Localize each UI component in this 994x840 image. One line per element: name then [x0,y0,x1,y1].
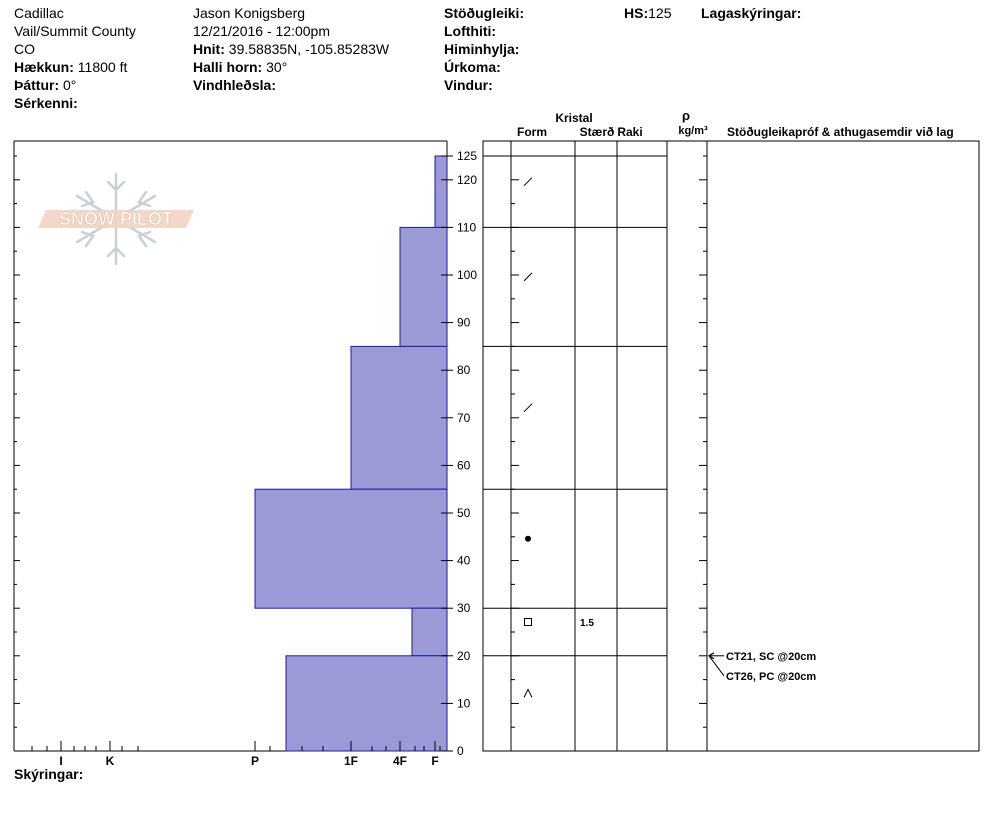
wind-loading-label: Vindhleðsla: [193,77,276,93]
stability-test-note: CT21, SC @20cm [726,650,817,663]
depth-tick-label: 100 [457,268,478,282]
depth-tick-label: 50 [457,506,471,520]
depth-tick-label: 110 [457,220,477,235]
depth-tick-label: 20 [457,648,471,663]
air-temp-label: Lofthiti: [444,23,497,39]
wind-label: Vindur: [444,77,493,93]
density-unit-header: kg/m³ [678,125,708,137]
depth-tick-label: 125 [457,149,478,163]
elevation-label: Hækkun: [14,59,74,75]
crystal-header: Kristal [555,111,593,125]
precip-label: Úrkoma: [444,59,501,75]
layer-notes-label: Lagaskýringar: [701,5,802,21]
slope-value: 30° [266,59,288,75]
observation-datetime: 12/21/2016 - 12:00pm [193,23,330,39]
region-name: Vail/Summit County [14,23,136,39]
faceted-crystals-symbol [525,619,532,626]
hardness-bar-4 [412,608,447,656]
hs-label: HS: [624,5,649,21]
precipitation-particles-symbol [524,273,532,281]
location-name: Cadillac [14,5,64,21]
logo-text: SNOW PILOT [59,209,173,229]
coords-label: Hnit: [193,41,225,57]
grain-table [483,108,979,751]
grain-size-value: 1.5 [580,618,594,629]
depth-tick-label: 80 [457,363,471,378]
notes-label: Skýringar: [14,766,84,782]
hardness-tick-label: 1F [343,754,359,768]
depth-tick-label: 0 [457,744,464,758]
coords-value: 39.58835N, -105.85283W [228,41,390,57]
depth-tick-label: 30 [457,601,471,616]
moisture-header: Raki [617,125,643,139]
hs-value: 125 [648,5,672,21]
precipitation-particles-symbol [524,404,532,412]
hardness-bar-3 [255,489,447,608]
size-header: Stærð [579,125,615,139]
depth-tick-label: 60 [457,458,471,473]
hardness-tick-label: 4F [392,754,408,768]
features-label: Sérkenni: [14,95,78,111]
depth-tick-label: 40 [457,553,471,568]
slope-label: Halli horn: [193,59,263,75]
test-leader-line [709,656,724,676]
stability-test-note: CT26, PC @20cm [726,670,817,683]
form-header: Form [517,125,547,139]
hardness-bar-1 [400,227,447,346]
observer-name: Jason Konigsberg [193,5,306,21]
hardness-bar-0 [435,156,447,227]
aspect-label: Þáttur: [14,77,60,93]
depth-tick-label: 10 [457,696,471,711]
depth-tick-label: 90 [457,315,471,330]
hardness-plot [14,141,477,768]
depth-hoar-symbol [524,689,532,697]
hardness-bar-5 [286,656,447,751]
hardness-tick-label: I [59,754,63,768]
depth-tick-label: 120 [457,172,478,187]
stability-label: Stöðugleiki: [444,5,525,21]
aspect-value: 0° [63,77,77,93]
hardness-tick-label: F [431,754,439,768]
rounded-grains-symbol [525,536,531,542]
hardness-bar-2 [351,346,447,489]
hardness-tick-label: K [105,754,115,768]
depth-tick-label: 70 [457,410,471,425]
elevation-value: 11800 ft [77,59,128,75]
tests-header: Stöðugleikapróf & athugasemdir við lag [727,125,954,139]
rho-header: ρ [681,108,691,123]
precipitation-particles-symbol [524,178,532,186]
sky-label: Himinhylja: [444,41,520,57]
state-name: CO [14,41,35,57]
hardness-tick-label: P [250,754,260,768]
